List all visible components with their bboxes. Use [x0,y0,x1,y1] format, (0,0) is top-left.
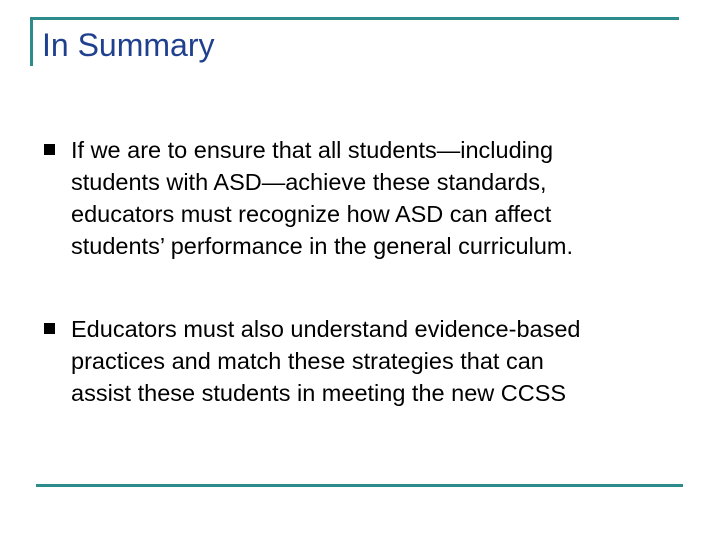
bullet-text [71,313,701,409]
square-bullet-icon [44,323,55,334]
bullet-text-line: If we are to ensure that all students—including [71,137,554,163]
bullet-text [71,134,701,262]
slide-title: In Summary [42,27,215,63]
bullet-text-line: Educators must also understand evidence-based [71,316,581,342]
title-frame-top-border [30,17,679,20]
bullet-text-line: assist these students in meeting the new CCSS [71,380,567,406]
bottom-divider [36,484,683,487]
title-frame-left-border [30,18,33,66]
square-bullet-icon [44,144,55,155]
bullet-text-line: students with ASD—achieve these standards, [71,169,547,195]
bullet-text-line: practices and match these strategies that can [71,348,544,374]
bullet-text-line: students’ performance in the general curriculum. [71,233,574,259]
bullet-text-line: educators must recognize how ASD can affect [71,201,552,227]
